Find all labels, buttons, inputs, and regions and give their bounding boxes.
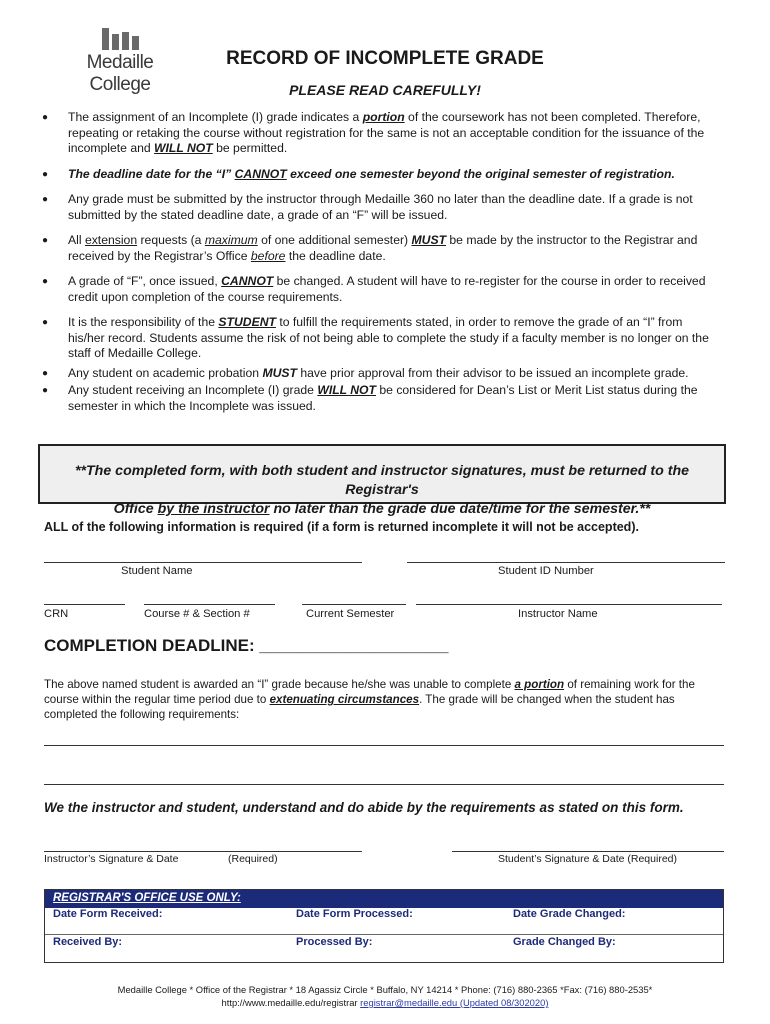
rule-emphasis: MUST [411, 233, 447, 247]
student-signature-label: Student’s Signature & Date (Required) [498, 853, 677, 865]
notice-line1: **The completed form, with both student and instructor signatures, must be returned to the Registrar's [74, 463, 690, 498]
agreement-statement: We the instructor and student, understand and do abide by the requirements as stated on this form. [44, 800, 684, 815]
rule-text: Any student on academic probation [68, 365, 263, 380]
instructor-signature-label: Instructor’s Signature & Date [44, 853, 179, 865]
instructor-signature-required: (Required) [228, 853, 278, 865]
student-id-label: Student ID Number [498, 565, 594, 577]
rule-text: The assignment of an Incomplete (I) grade indicates a [68, 110, 363, 124]
footer-email-link[interactable]: registrar@medaille.edu [360, 997, 460, 1008]
requirements-line-2[interactable] [44, 784, 724, 785]
rule-item [42, 366, 722, 382]
rule-emphasis: extension [84, 233, 138, 247]
rule-text: be made by the instructor to the Registrar and received by the Registrar’s Office [68, 233, 698, 263]
award-paragraph [44, 677, 724, 722]
rule-text: have prior approval from their advisor to be issued an incomplete grade. [296, 365, 689, 380]
rule-emphasis: CANNOT [234, 166, 287, 181]
rule-text: All [68, 233, 85, 247]
rule-item [42, 192, 722, 223]
rule-text: requests (a [137, 233, 205, 247]
rule-emphasis: before [250, 248, 286, 263]
student-id-field[interactable] [407, 562, 725, 563]
student-name-label: Student Name [121, 565, 193, 577]
date-form-processed-label: Date Form Processed: [296, 908, 413, 920]
date-grade-changed-label: Date Grade Changed: [513, 908, 626, 920]
instructor-name-field[interactable] [416, 604, 722, 605]
rule-text: Any student receiving an Incomplete (I) grade [68, 383, 318, 397]
requirements-line-1[interactable] [44, 745, 724, 746]
student-name-field[interactable] [44, 562, 362, 563]
deadline-label: COMPLETION DEADLINE: [44, 636, 260, 655]
logo-pillars-icon [80, 28, 160, 50]
rule-emphasis: STUDENT [218, 315, 276, 329]
rule-item [42, 315, 722, 362]
received-by-label: Received By: [53, 936, 123, 948]
rules-list [42, 110, 722, 414]
current-semester-label: Current Semester [306, 608, 395, 620]
instructor-name-label: Instructor Name [518, 608, 598, 620]
deadline-field[interactable]: ____________________ [259, 636, 449, 655]
crn-field[interactable] [44, 604, 125, 605]
instructor-signature-field[interactable] [44, 851, 362, 852]
notice-text: Office [113, 501, 158, 517]
return-notice-box [38, 444, 726, 517]
logo-text-line2: College [89, 74, 151, 95]
rule-item [42, 233, 722, 264]
paragraph-text: of remaining work for the course within the regular time period due to [44, 678, 695, 706]
paragraph-emphasis: extenuating circumstances [269, 693, 420, 706]
rule-item [42, 383, 722, 414]
office-header-label: REGISTRAR'S OFFICE USE ONLY: [53, 892, 241, 904]
rule-text: be considered for Dean’s List or Merit List status during the semester in which the Incomplete was issued. [68, 383, 698, 413]
rule-item [42, 110, 722, 157]
paragraph-emphasis: a portion [514, 678, 565, 691]
rule-item [42, 274, 722, 305]
course-section-field[interactable] [144, 604, 275, 605]
grade-changed-by-label: Grade Changed By: [513, 936, 616, 948]
page-footer [0, 983, 770, 1009]
current-semester-field[interactable] [302, 604, 406, 605]
notice-line2 [40, 500, 724, 519]
rule-text: to fulfill the requirements stated, in order to remove the grade of an “I” from his/her record. Students assume the risk of not being able to complete the study if a faculty member is no longer on the staff of Medaille College. [68, 315, 709, 360]
rule-item [42, 167, 722, 183]
student-signature-field[interactable] [452, 851, 724, 852]
rule-text: the deadline date. [285, 248, 386, 263]
page-title: RECORD OF INCOMPLETE GRADE [226, 48, 544, 69]
footer-updated: (Updated 08/302020) [459, 997, 549, 1008]
rule-text: be changed. A student will have to re-register for the course in order to received credit upon completion of the course requirements. [68, 274, 706, 304]
notice-emphasis: by the instructor [157, 501, 270, 517]
logo-text-line1: Medaille [86, 52, 154, 73]
rule-text: of the coursework has not been completed. Therefore, repeating or retaking the course without registration for the same is not an acceptable condition for the issuance of the incomplete and [68, 110, 705, 155]
crn-label: CRN [44, 608, 69, 620]
rule-emphasis: maximum [204, 233, 258, 247]
paragraph-text: . The grade will be changed when the student has completed the following requirements: [44, 693, 675, 721]
rule-emphasis: portion [362, 110, 405, 124]
rule-emphasis: MUST [262, 365, 297, 380]
notice-text: no later than the grade due date/time for the semester.** [269, 501, 651, 517]
required-info-note: ALL of the following information is required (if a form is returned incomplete it will not be accepted). [44, 520, 639, 534]
rule-text: It is the responsibility of the [68, 315, 219, 329]
rule-text: A grade of “F”, once issued, [68, 274, 222, 288]
rule-emphasis: WILL NOT [154, 141, 213, 155]
footer-address: Medaille College * Office of the Registrar * 18 Agassiz Circle * Buffalo, NY 14214 * Phone: (716) 880-2365 *Fax: (716) 880-2535* [117, 984, 653, 995]
rule-text: of one additional semester) [257, 233, 412, 247]
registrar-office-box [44, 889, 724, 963]
footer-links [0, 996, 770, 1009]
office-divider [45, 934, 723, 935]
paragraph-text: The above named student is awarded an “I” grade because he/she was unable to complete [44, 678, 515, 691]
footer-url: http://www.medaille.edu/registrar [221, 997, 361, 1008]
rule-text: Any grade must be submitted by the instructor through Medaille 360 no later than the deadline date. If a grade is not submitted by the stated deadline date, a grade of an “F” will be issued. [68, 192, 693, 222]
date-form-received-label: Date Form Received: [53, 908, 163, 920]
processed-by-label: Processed By: [296, 936, 373, 948]
course-section-label: Course # & Section # [144, 608, 250, 620]
rule-text: The deadline date for the “I” [68, 166, 235, 181]
rule-emphasis: CANNOT [221, 274, 274, 288]
rule-text: be permitted. [212, 141, 288, 155]
page-subtitle: PLEASE READ CAREFULLY! [289, 82, 481, 98]
office-header-bar [45, 890, 723, 908]
completion-deadline [44, 636, 448, 656]
rule-text: exceed one semester beyond the original semester of registration. [286, 166, 675, 181]
rule-emphasis: WILL NOT [317, 383, 376, 397]
